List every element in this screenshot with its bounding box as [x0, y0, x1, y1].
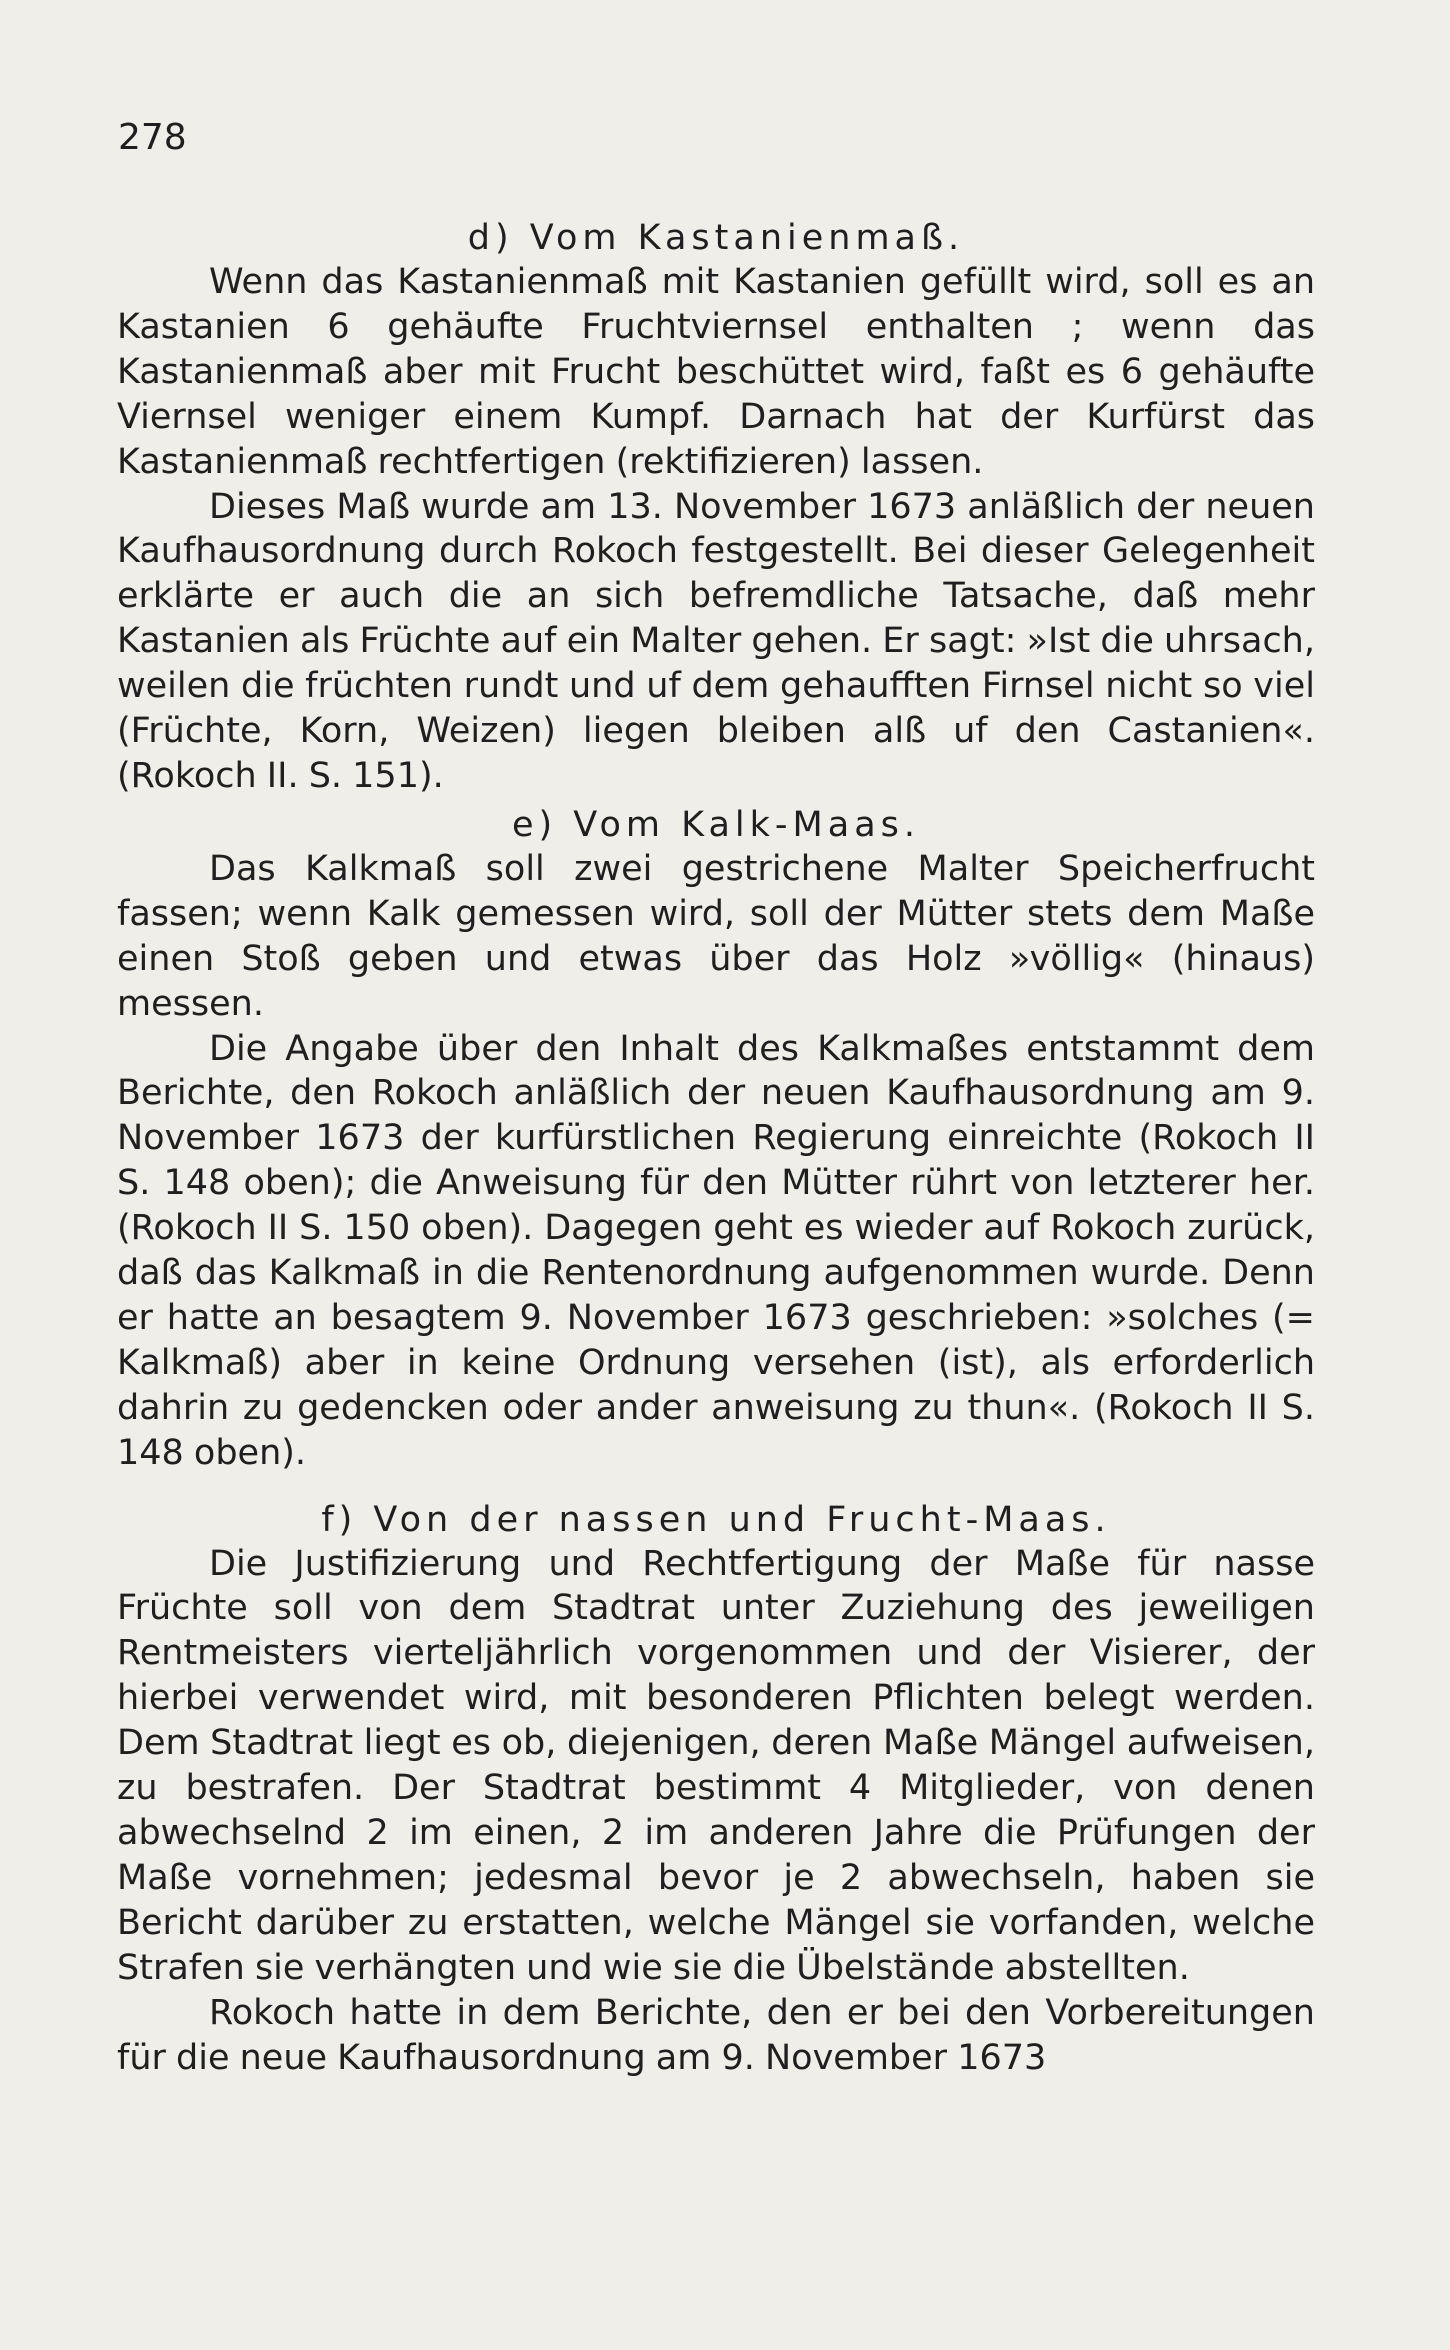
page-number: 278 — [118, 117, 187, 158]
paragraph-d-2: Dieses Maß wurde am 13. November 1673 anläßlich der neuen Kaufhausordnung durch Rokoch festgestellt. Bei dieser Gelegenheit erklärte er auch die an sich befremdliche Tatsache, daß mehr Kastanien als Früchte auf ein Malter gehen. Er sagt: »Ist die uhrsach, weilen die früchten rundt und uf dem gehaufften Firnsel nicht so viel (Früchte, Korn, Weizen) liegen bleiben alß uf den Castanien«. (Rokoch II. S. 151). — [117, 486, 1315, 796]
section-heading-f: f) Von der nassen und Frucht-Maas. — [321, 1499, 1111, 1540]
paragraph-e-1: Das Kalkmaß soll zwei gestrichene Malter Speicherfrucht fassen; wenn Kalk gemessen wird, soll der Mütter stets dem Maße einen Stoß geben und etwas über das Holz »völlig« (hinaus) messen. — [117, 848, 1315, 1024]
paragraph-e-2: Die Angabe über den Inhalt des Kalkmaßes entstammt dem Berichte, den Rokoch anläßlich der neuen Kaufhausordnung am 9. November 1673 der kurfürstlichen Regierung einreichte (Rokoch II S. 148 oben); die Anweisung für den Mütter rührt von letzterer her. (Rokoch II S. 150 oben). Dagegen geht es wieder auf Rokoch zurück, daß das Kalkmaß in die Rentenordnung aufgenommen wurde. Denn er hatte an besagtem 9. November 1673 geschrieben: »solches (= Kalkmaß) aber in keine Ordnung versehen (ist), als erforderlich dahrin zu gedencken oder ander anweisung zu thun«. (Rokoch II S. 148 oben). — [117, 1028, 1315, 1473]
paragraph-f-2: Rokoch hatte in dem Berichte, den er bei den Vorbereitungen für die neue Kaufhausordnung am 9. November 1673 — [117, 1992, 1315, 2078]
section-heading-e: e) Vom Kalk-Maas. — [511, 804, 921, 845]
paragraph-d-1: Wenn das Kastanienmaß mit Kastanien gefüllt wird, soll es an Kastanien 6 gehäufte Fruchtviernsel enthalten ; wenn das Kastanienmaß aber mit Frucht beschüttet wird, faßt es 6 gehäufte Viernsel weniger einem Kumpf. Darnach hat der Kurfürst das Kastanienmaß rechtfertigen (rektifizieren) lassen. — [117, 262, 1315, 482]
section-heading-d: d) Vom Kastanienmaß. — [467, 218, 965, 258]
page-body — [117, 216, 1315, 2080]
paragraph-f-1: Die Justifizierung und Rechtfertigung der Maße für nasse Früchte soll von dem Stadtrat unter Zuziehung des jeweiligen Rentmeisters vierteljährlich vorgenommen und der Visierer, der hierbei verwendet wird, mit besonderen Pflichten belegt werden. Dem Stadtrat liegt es ob, diejenigen, deren Maße Mängel aufweisen, zu bestrafen. Der Stadtrat bestimmt 4 Mitglieder, von denen abwechselnd 2 im einen, 2 im anderen Jahre die Prüfungen der Maße vornehmen; jedesmal bevor je 2 abwechseln, haben sie Bericht darüber zu erstatten, welche Mängel sie vorfanden, welche Strafen sie verhängten und wie sie die Übelstände abstellten. — [117, 1543, 1315, 1988]
